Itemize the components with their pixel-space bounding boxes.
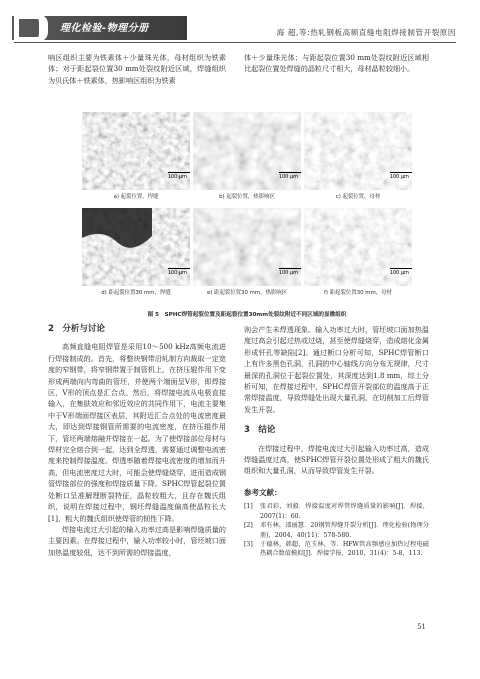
micrograph-panel-c (304, 112, 412, 202)
scale-bar: 100 μm (389, 270, 409, 276)
panel-caption-f: f) 距起裂位置30 mm，母材 (324, 290, 392, 296)
micrograph-panel-b (193, 112, 301, 202)
top-left-text-block (48, 52, 226, 86)
section-3-paragraph: 在焊接过程中，焊接电流过大引起输入功率过高，造成焊缝温度过高，使SPHC焊管开裂位置处形成了粗大的魏氏组织和大量孔洞，从而导致焊管发生开裂。 (244, 443, 429, 476)
running-head: 海 超,等:热轧钢板高频直缝电阻焊接制管开裂原因 (276, 28, 456, 37)
reference-number: [3] (244, 540, 253, 548)
references-heading: 参考文献： (244, 487, 282, 497)
top-right-text-block (244, 52, 429, 75)
journal-logo-p-icon (14, 14, 48, 42)
reference-number: [2] (244, 522, 253, 530)
reference-item (244, 502, 429, 521)
scale-bar: 100 μm (167, 270, 187, 276)
right-column (244, 324, 429, 559)
panel-caption-d: d) 距起裂位置30 mm，焊缝 (101, 290, 171, 296)
top-left-paragraph: 响区组织主要为铁素体＋少量珠光体，母材组织为铁素体；对于距起裂位置30 mm处裂纹附近区域，焊缝组织为贝氏体＋铁素体，热影响区组织为铁素 (48, 53, 226, 85)
section-3-heading: 3 结论 (244, 425, 276, 436)
left-column (48, 324, 226, 558)
page-header (0, 0, 480, 46)
scale-bar: 100 μm (167, 174, 187, 180)
reference-text: 张君彩，刘毅．焊接温度对焊管焊缝质量的影响[J]．焊接，2007(1)：60. (260, 503, 429, 520)
panel-caption-a: a) 起裂位置，焊缝 (113, 194, 159, 200)
section-2-paragraph-2: 焊接电流过大引起的输入功率过高是影响焊缝质量的主要因素。在焊接过程中，输入功率较小时，管坯坡口面加热温度较低，达不到所需的焊接温度， (48, 524, 226, 557)
micrograph-panel-d (82, 208, 190, 298)
panel-caption-b: b) 起裂位置，热影响区 (219, 194, 275, 200)
reference-text: 邓有林，邵丽慧．20钢管焊缝开裂分析[J]．理化检验(物理分册)，2004，40(11)：578-580. (260, 522, 429, 539)
figure-caption: 图 5 SPHC焊管起裂位置及距起裂位置30mm处裂纹附近不同区域的显微组织 (147, 312, 347, 318)
section-2-heading: 2 分析与讨论 (48, 324, 105, 334)
panel-caption-e: e) 距起裂位置30 mm，热影响区 (206, 290, 288, 296)
figure-5 (82, 112, 412, 318)
reference-text: 于德林，韩超，范玉林，等．HFW管高频感应加热过程电磁热耦合数值模拟[J]．焊接学报，2010，31(4)：5-8，113. (260, 540, 429, 558)
micrograph-panel-f (304, 208, 412, 298)
reference-item (244, 521, 429, 540)
page-number: 51 (417, 623, 426, 631)
micrograph-panel-a (82, 112, 190, 202)
reference-item (244, 540, 429, 559)
scale-bar: 100 μm (389, 174, 409, 180)
panel-caption-c: c) 起裂位置，母材 (335, 194, 381, 200)
header-rule (14, 42, 456, 43)
reference-number: [1] (244, 503, 253, 511)
section-2-paragraph-1: 高频直缝电阻焊管是采用10～500 kHz高频电流进行焊接制成的。首先，将整块钢带沿轧制方向裁取一定宽度的窄钢带，将窄钢带置于制管机上，在挤压辊作用下变形成两端向内弯曲的管坯，并使两个端面呈V形，即焊接区，V形的顶点是汇合点。然后，将焊接电流从电极直接输入，在集肤效应和邻近效应的共同作用下，电流主要集中于V形端面焊接区表层，其附近汇合点处的电流密度最大，即达到焊接钢管所需要的电流密度，在挤压辊作用下，管坯两端熔融并焊接在一起。为了使焊接部位母材与焊材完全熔合到一起，达到全焊透，需要通过调整电流密度来控制焊接温度。焊透率随着焊接电流密度的增加而升高，但电流密度过大时，可能会使焊缝烧穿，进而造成钢管焊接部位的强度和焊接质量下降。SPHC焊管起裂位置处断口呈准解理断裂特征，晶粒较粗大，且存在魏氏组织，说明在焊接过程中，钢坯焊缝温度偏高使晶粒长大[1]，粗大的魏氏组织使焊管的韧性下降。 (48, 342, 226, 523)
scale-bar: 100 μm (278, 270, 298, 276)
micrograph-panel-e (193, 208, 301, 298)
section-2-paragraph-continued: 则会产生未焊透现象。输入功率过大时，管坯坡口面加热温度过高会引起过热或过烧，甚至使焊缝烧穿，造成熔化金属形成钎孔等缺陷[2]。通过断口分析可知，SPHC焊管断口上有许多黑色孔洞，孔洞的中心轴线方向分布无规律，尺寸最深的孔洞位于起裂位置处，其深度达到1.8 mm，综上分析可知，在焊接过程中，SPHC焊管开裂部位的温度高于正常焊接温度，导致焊缝处出现大量孔洞，在切削加工后焊管发生开裂。 (244, 325, 429, 414)
top-right-paragraph: 体＋少量珠光体；与距起裂位置30 mm处裂纹附近区域相比起裂位置处焊缝的晶粒尺寸相大，母材晶粒较细小。 (244, 53, 429, 74)
journal-logo-text: 理化检验-物理分册 (60, 23, 149, 34)
scale-bar: 100 μm (278, 174, 298, 180)
